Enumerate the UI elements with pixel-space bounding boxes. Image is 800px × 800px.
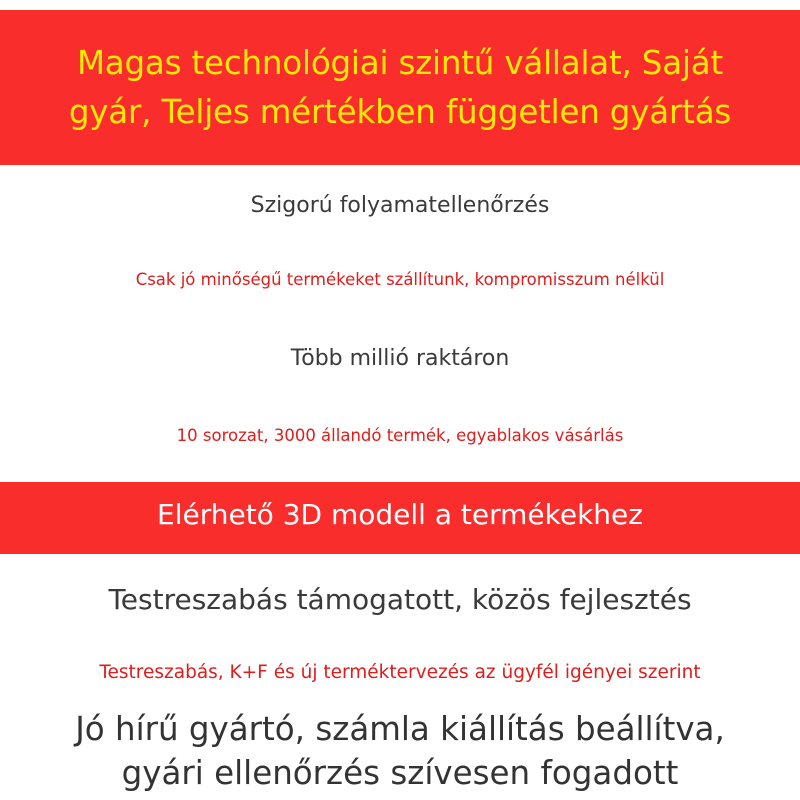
header-banner bbox=[0, 10, 800, 165]
feature-title-stock: Több millió raktáron bbox=[290, 346, 510, 371]
middle-banner-text: Elérhető 3D modell a termékekhez bbox=[157, 498, 643, 531]
customization-title: Testreszabás támogatott, közös fejlesztés bbox=[108, 583, 692, 616]
feature-subtitle-process-control: Csak jó minőségű termékeket szállítunk, kompromisszum nélkül bbox=[135, 270, 665, 289]
customization-subtitle: Testreszabás, K+F és új terméktervezés az ügyfél igényei szerint bbox=[99, 662, 701, 683]
closing-line-1: Jó hírű gyártó, számla kiállítás beállítva, bbox=[75, 710, 725, 748]
header-banner-line-1: Magas technológiai szintű vállalat, Saját bbox=[76, 43, 724, 82]
closing-line-2: gyári ellenőrzés szívesen fogadott bbox=[121, 754, 679, 792]
header-banner-line-2: gyár, Teljes mértékben független gyártás bbox=[68, 92, 732, 131]
middle-banner bbox=[0, 482, 800, 554]
feature-subtitle-stock: 10 sorozat, 3000 állandó termék, egyablakos vásárlás bbox=[176, 426, 624, 445]
feature-title-process-control: Szigorú folyamatellenőrzés bbox=[250, 193, 550, 218]
